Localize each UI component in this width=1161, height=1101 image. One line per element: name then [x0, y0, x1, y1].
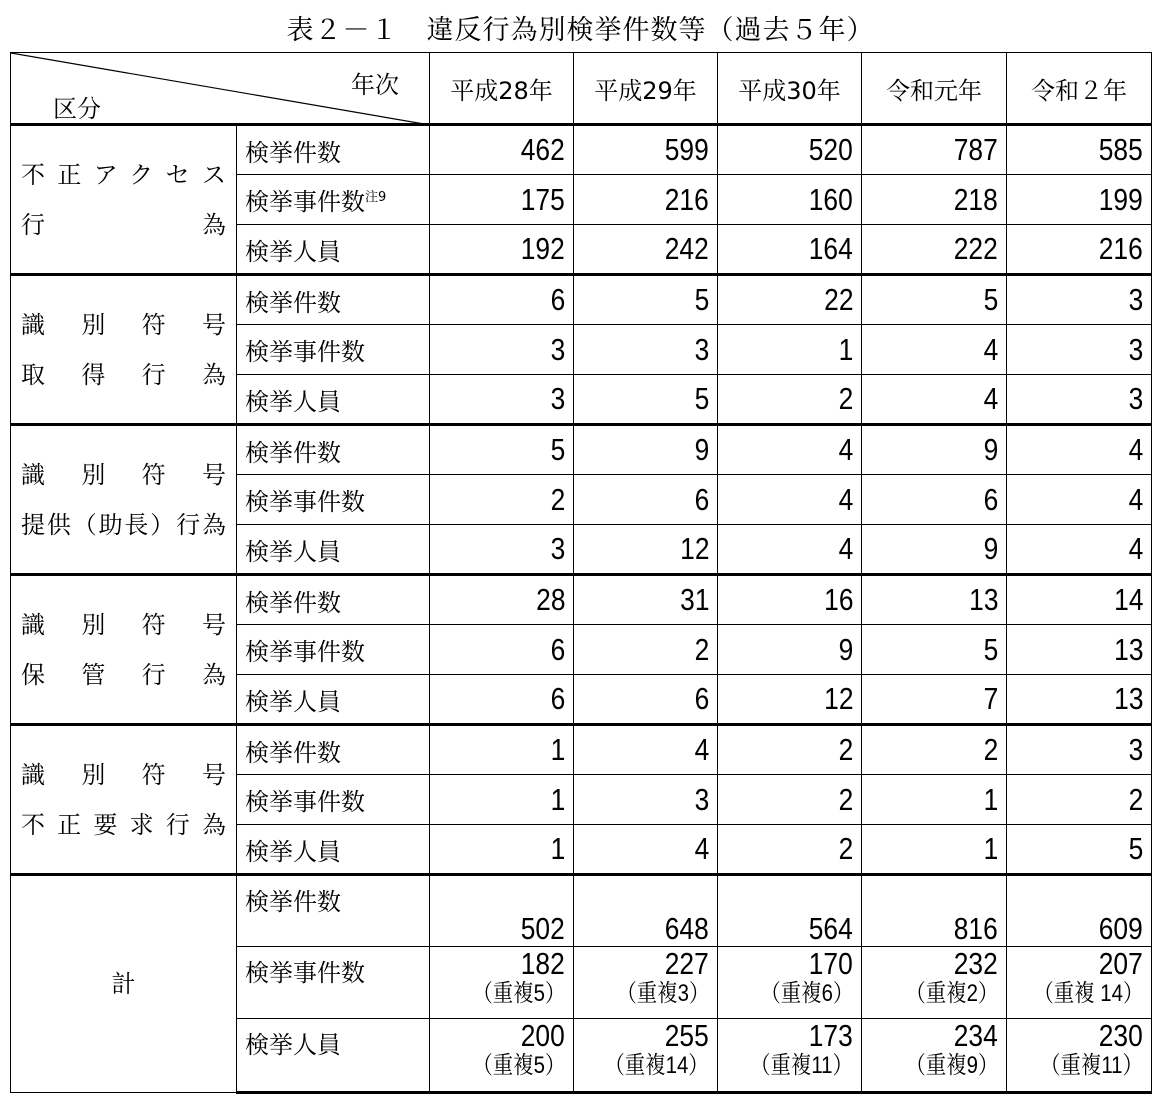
value-cell: [430, 175, 574, 225]
value-cell: [430, 625, 574, 675]
duplicate-text: （重複6）: [760, 980, 853, 1007]
value: 3: [1128, 381, 1143, 416]
year-header: 令和２年: [1007, 53, 1152, 125]
value-wrap: [862, 1019, 998, 1053]
value: 609: [1099, 911, 1143, 946]
value-cell: [574, 575, 718, 625]
value-cell: [430, 575, 574, 625]
item-text: 検挙人員: [245, 387, 341, 416]
value: 816: [954, 911, 998, 946]
value: 173: [809, 1018, 853, 1053]
year-header: 令和元年: [862, 53, 1007, 125]
value-cell: [574, 725, 718, 775]
value: 5: [694, 381, 709, 416]
item-label: [237, 175, 430, 225]
value-cell: [862, 375, 1007, 425]
value-cell: [862, 325, 1007, 375]
year-header: 平成29年: [574, 53, 718, 125]
value: 2: [838, 831, 853, 866]
duplicate-text: （重複9）: [905, 1052, 998, 1079]
value-cell: [430, 725, 574, 775]
item-text: 検挙件数: [245, 288, 341, 317]
item-label: [237, 675, 430, 725]
value: 242: [665, 231, 709, 266]
value-cell: [718, 875, 862, 947]
value: 1: [983, 781, 998, 817]
value-wrap: [574, 912, 709, 946]
value-cell: [862, 675, 1007, 725]
value: 564: [809, 911, 853, 946]
value-cell: [862, 875, 1007, 947]
value-cell: [1007, 1019, 1152, 1093]
value-cell: [430, 225, 574, 275]
value-cell: [430, 125, 574, 175]
item-text: 検挙事件数: [245, 338, 365, 366]
item-text: 検挙人員: [245, 687, 341, 716]
value: 170: [809, 946, 853, 981]
value-wrap: [862, 912, 998, 946]
item-text: 検挙事件数: [245, 188, 365, 216]
value-wrap: [862, 947, 998, 981]
value: 3: [550, 381, 565, 416]
note-marker: 注9: [365, 190, 387, 205]
value: 6: [694, 681, 709, 716]
group-label-line: 不正要求行為: [21, 810, 226, 839]
value: 502: [521, 911, 565, 946]
value-cell: [574, 875, 718, 947]
value: 255: [665, 1018, 709, 1053]
value: 160: [809, 181, 853, 217]
table-title: 表２－１ 違反行為別検挙件数等（過去５年）: [286, 15, 875, 46]
value: 216: [665, 181, 709, 217]
item-label: [237, 375, 430, 425]
value-wrap: [718, 947, 853, 981]
value-cell: [862, 275, 1007, 325]
value: 6: [550, 282, 565, 317]
value-cell: [574, 475, 718, 525]
value-cell: [430, 947, 574, 1019]
item-text: 検挙件数: [245, 738, 341, 767]
value-wrap: [574, 947, 709, 981]
value: 5: [550, 432, 565, 467]
value-cell: [862, 175, 1007, 225]
value-cell: [430, 825, 574, 875]
value: 4: [694, 732, 709, 767]
item-text: 検挙事件数: [245, 788, 365, 816]
item-label: [237, 775, 430, 825]
table-row: [11, 725, 1152, 775]
value: 13: [1113, 631, 1143, 667]
value: 7: [983, 681, 998, 716]
value: 3: [550, 331, 565, 367]
value-cell: [574, 947, 718, 1019]
value-cell: [862, 625, 1007, 675]
value: 3: [1128, 732, 1143, 767]
value-cell: [718, 525, 862, 575]
value-cell: [1007, 275, 1152, 325]
value-cell: [1007, 375, 1152, 425]
group-label-line: 識別符号: [21, 760, 226, 789]
value: 4: [838, 531, 853, 566]
value: 22: [823, 282, 853, 317]
value: 4: [983, 381, 998, 416]
duplicate-text: （重複11）: [750, 1052, 853, 1079]
value: 1: [550, 781, 565, 817]
value-cell: [1007, 625, 1152, 675]
value-cell: [430, 525, 574, 575]
item-label: [237, 575, 430, 625]
value-cell: [718, 947, 862, 1019]
item-label: [237, 275, 430, 325]
value: 3: [1128, 282, 1143, 317]
value-cell: [1007, 425, 1152, 475]
value-cell: [574, 125, 718, 175]
value: 28: [535, 582, 565, 617]
value: 5: [694, 282, 709, 317]
duplicate-text: （重複2）: [905, 980, 998, 1007]
value: 520: [809, 132, 853, 167]
value: 199: [1099, 181, 1143, 217]
value-wrap: [430, 912, 565, 946]
value: 1: [983, 831, 998, 866]
group-label-line: 取得行為: [21, 360, 226, 389]
value-cell: [718, 1019, 862, 1093]
item-text: 検挙件数: [245, 138, 341, 167]
group-label-line: 識別符号: [21, 310, 226, 339]
duplicate-text: （重複5）: [472, 1052, 565, 1079]
value: 227: [665, 946, 709, 981]
value: 2: [838, 732, 853, 767]
value-cell: [1007, 175, 1152, 225]
value-cell: [430, 775, 574, 825]
value-cell: [1007, 225, 1152, 275]
value: 5: [983, 282, 998, 317]
item-label: [237, 325, 430, 375]
value-cell: [1007, 125, 1152, 175]
value-cell: [430, 1019, 574, 1093]
item-label: [237, 825, 430, 875]
value: 31: [679, 582, 709, 617]
value-cell: [1007, 575, 1152, 625]
value: 4: [838, 481, 853, 517]
item-text: 検挙人員: [245, 237, 341, 266]
value-cell: [574, 625, 718, 675]
value-cell: [574, 675, 718, 725]
value-cell: [862, 425, 1007, 475]
group-label: [11, 125, 237, 275]
item-label: 検挙件数: [237, 875, 430, 947]
value: 13: [968, 582, 998, 617]
duplicate-note: [574, 981, 709, 1007]
value: 9: [694, 432, 709, 467]
value: 192: [521, 231, 565, 266]
item-label: [237, 625, 430, 675]
value: 9: [983, 531, 998, 566]
value: 3: [550, 531, 565, 566]
value: 4: [838, 432, 853, 467]
value-cell: [718, 125, 862, 175]
value: 222: [954, 231, 998, 266]
value-cell: [1007, 775, 1152, 825]
group-label-line: 保管行為: [21, 660, 226, 689]
value: 182: [521, 946, 565, 981]
value-cell: [862, 725, 1007, 775]
value-cell: [862, 1019, 1007, 1093]
table-row: [11, 575, 1152, 625]
item-label: [237, 475, 430, 525]
table-row: [11, 425, 1152, 475]
value: 4: [1128, 531, 1143, 566]
value-cell: [718, 725, 862, 775]
year-header: 平成28年: [430, 53, 574, 125]
item-label: [237, 725, 430, 775]
value: 13: [1113, 681, 1143, 716]
value: 4: [1128, 432, 1143, 467]
value-wrap: [430, 947, 565, 981]
value: 5: [983, 631, 998, 667]
group-label: [11, 575, 237, 725]
value-cell: [718, 475, 862, 525]
value-wrap: [430, 1019, 565, 1053]
value-cell: [430, 675, 574, 725]
duplicate-text: （重複5）: [472, 980, 565, 1007]
item-label: [237, 425, 430, 475]
table-row: [11, 125, 1152, 175]
value-cell: [862, 775, 1007, 825]
year-label: 年次: [351, 71, 399, 99]
value-cell: [718, 825, 862, 875]
duplicate-note: [862, 981, 998, 1007]
item-text: 検挙事件数: [245, 638, 365, 666]
value-cell: [1007, 325, 1152, 375]
duplicate-note: [862, 1053, 998, 1079]
duplicate-note: [718, 981, 853, 1007]
value-wrap: [1007, 912, 1143, 946]
value: 585: [1099, 132, 1143, 167]
value: 3: [694, 781, 709, 817]
value: 232: [954, 946, 998, 981]
value-cell: [430, 375, 574, 425]
value-cell: [1007, 875, 1152, 947]
value: 2: [838, 781, 853, 817]
group-label-line: 行為: [21, 210, 226, 239]
value-cell: [718, 625, 862, 675]
duplicate-note: [574, 1053, 709, 1079]
item-label: [237, 525, 430, 575]
item-label: [237, 225, 430, 275]
value-cell: [1007, 675, 1152, 725]
value: 216: [1099, 231, 1143, 266]
value-wrap: [718, 1019, 853, 1053]
value-cell: [718, 375, 862, 425]
value: 234: [954, 1018, 998, 1053]
value-cell: [718, 775, 862, 825]
group-label-line: 識別符号: [21, 610, 226, 639]
value-wrap: [1007, 1019, 1143, 1053]
value: 230: [1099, 1018, 1143, 1053]
value-cell: [862, 575, 1007, 625]
item-text: 検挙人員: [245, 537, 341, 566]
value-cell: [718, 575, 862, 625]
value-wrap: [1007, 947, 1143, 981]
item-label: 検挙人員: [237, 1019, 430, 1093]
item-text: 検挙人員: [245, 837, 341, 866]
value-cell: [430, 875, 574, 947]
value: 14: [1113, 582, 1143, 617]
value-cell: [574, 275, 718, 325]
violation-statistics-table: [10, 52, 1152, 1094]
value-cell: [862, 825, 1007, 875]
value: 4: [1128, 481, 1143, 517]
duplicate-text: （重複11）: [1040, 1052, 1143, 1079]
value: 4: [694, 831, 709, 866]
duplicate-text: （重複3）: [616, 980, 709, 1007]
value-cell: [862, 225, 1007, 275]
value-cell: [718, 675, 862, 725]
value: 599: [665, 132, 709, 167]
duplicate-note: [1007, 1053, 1143, 1079]
value: 648: [665, 911, 709, 946]
value-cell: [430, 475, 574, 525]
duplicate-text: （重複14）: [604, 1052, 709, 1079]
duplicate-note: [1007, 981, 1143, 1007]
item-text: 検挙事件数: [245, 488, 365, 516]
value-cell: [1007, 525, 1152, 575]
duplicate-note: [430, 981, 565, 1007]
duplicate-note: [430, 1053, 565, 1079]
value: 207: [1099, 946, 1143, 981]
group-label-line: 不正アクセス: [21, 160, 226, 189]
value: 6: [694, 481, 709, 517]
value-cell: [862, 947, 1007, 1019]
value-cell: [574, 1019, 718, 1093]
value: 218: [954, 181, 998, 217]
value-cell: [574, 225, 718, 275]
value-wrap: [574, 1019, 709, 1053]
value-cell: [574, 175, 718, 225]
value-cell: [1007, 725, 1152, 775]
value: 2: [1128, 781, 1143, 817]
value-cell: [718, 225, 862, 275]
year-header: 平成30年: [718, 53, 862, 125]
value: 175: [521, 181, 565, 217]
value-cell: [718, 325, 862, 375]
value-cell: [862, 125, 1007, 175]
value-cell: [430, 325, 574, 375]
value-cell: [574, 325, 718, 375]
table-row: [11, 275, 1152, 325]
value: 2: [838, 381, 853, 416]
division-label: 区分: [53, 95, 101, 123]
value-cell: [574, 375, 718, 425]
value-cell: [574, 525, 718, 575]
value-cell: [430, 275, 574, 325]
value-cell: [718, 275, 862, 325]
value: 1: [550, 831, 565, 866]
division-year-header: [11, 53, 430, 125]
value: 1: [550, 732, 565, 767]
value: 9: [838, 631, 853, 667]
value: 200: [521, 1018, 565, 1053]
group-label: [11, 425, 237, 575]
value: 462: [521, 132, 565, 167]
value: 9: [983, 432, 998, 467]
value: 164: [809, 231, 853, 266]
value: 2: [983, 732, 998, 767]
group-label: [11, 725, 237, 875]
value-cell: [574, 775, 718, 825]
value-cell: [1007, 475, 1152, 525]
value-wrap: [718, 912, 853, 946]
group-label-line: 識別符号: [21, 460, 226, 489]
duplicate-text: （重複 14）: [1033, 980, 1143, 1007]
value: 12: [679, 531, 709, 566]
value-cell: [1007, 825, 1152, 875]
value: 2: [550, 481, 565, 517]
value-cell: [718, 425, 862, 475]
value: 6: [550, 681, 565, 716]
value: 12: [823, 681, 853, 716]
item-label: [237, 125, 430, 175]
item-text: 検挙件数: [245, 438, 341, 467]
value: 6: [983, 481, 998, 517]
value: 5: [1128, 831, 1143, 866]
value: 1: [838, 331, 853, 367]
value-cell: [718, 175, 862, 225]
item-text: 検挙件数: [245, 588, 341, 617]
value: 4: [983, 331, 998, 367]
value: 3: [694, 331, 709, 367]
group-label-line: 提供（助長）行為: [21, 510, 226, 539]
total-row: [11, 875, 1152, 947]
duplicate-note: [718, 1053, 853, 1079]
value: 16: [823, 582, 853, 617]
group-label: [11, 275, 237, 425]
value: 3: [1128, 331, 1143, 367]
value-cell: [862, 525, 1007, 575]
value-cell: [862, 475, 1007, 525]
total-label: 計: [11, 875, 237, 1093]
header-row: [11, 53, 1152, 125]
item-label: 検挙事件数: [237, 947, 430, 1019]
value: 2: [694, 631, 709, 667]
value-cell: [430, 425, 574, 475]
value: 787: [954, 132, 998, 167]
value-cell: [574, 425, 718, 475]
value: 6: [550, 631, 565, 667]
value-cell: [1007, 947, 1152, 1019]
value-cell: [574, 825, 718, 875]
